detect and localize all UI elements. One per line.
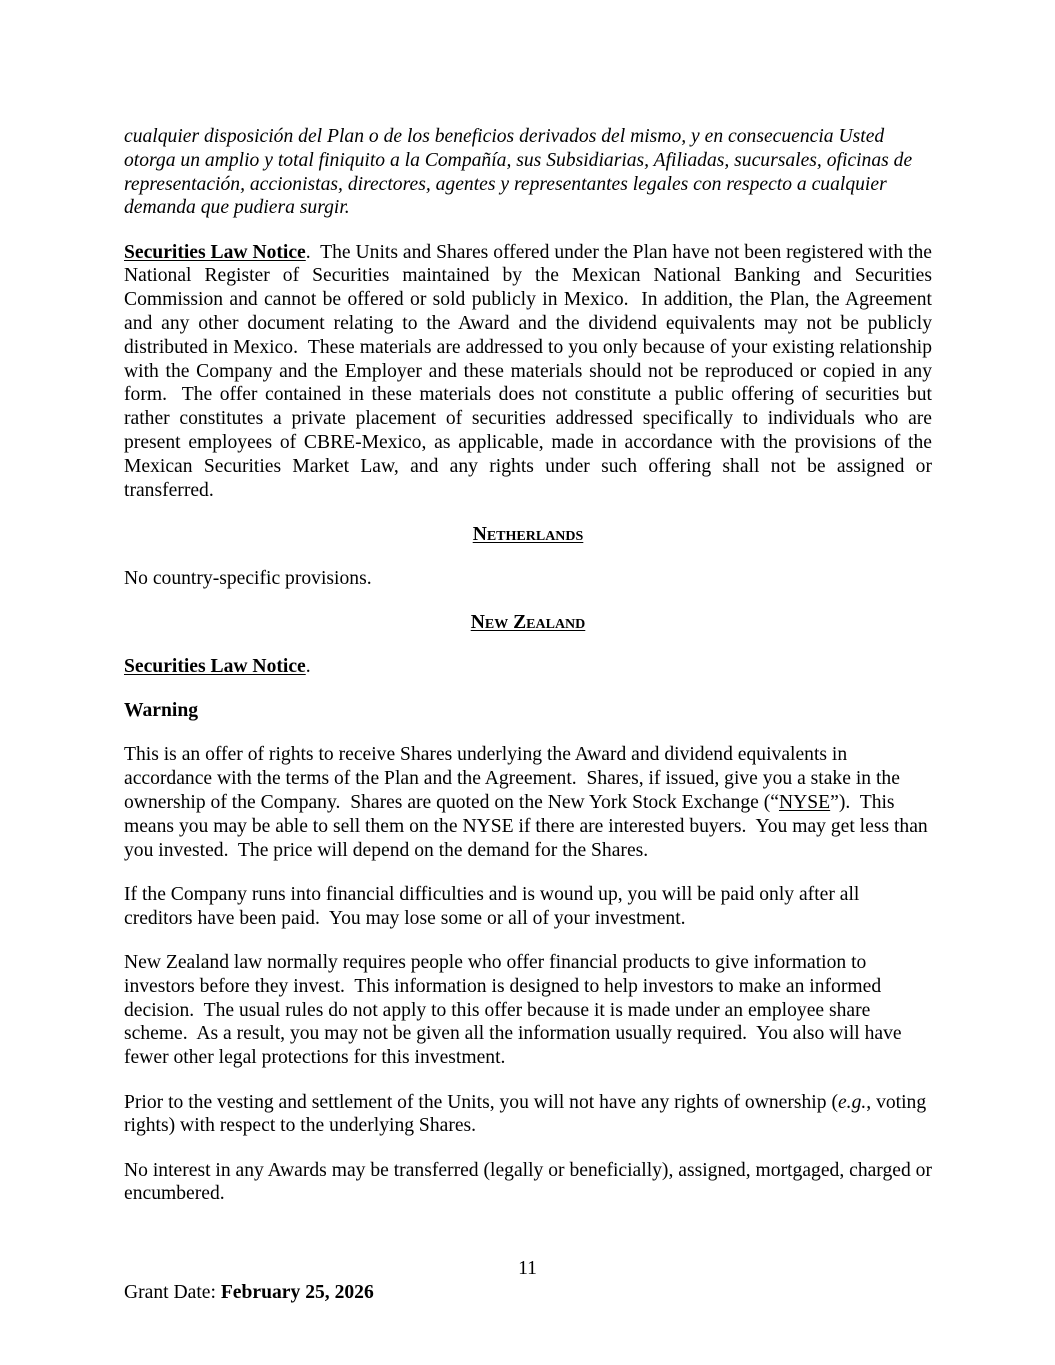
new-zealand-heading: New Zealand [470, 612, 586, 634]
nz-paragraph-transfer: No interest in any Awards may be transferred (legally or beneficially), assigned, mortgaged, charged or encumbered. [124, 1159, 932, 1205]
grant-date-value: February 25, 2026 [220, 1282, 374, 1303]
spanish-release-paragraph: cualquier disposición del Plan o de los beneficios derivados del mismo, y en consecuencia Usted otorga un amplio y total finiquito a la Compañía, sus Subsidiarias, Afiliadas, sucursales, oficinas de representación, accionistas, directores, agentes y representantes legales con respecto a cualquier demanda que pudiera surgir. [124, 126, 913, 219]
netherlands-body: No country-specific provisions. [124, 567, 372, 589]
nz-vesting-after: , voting rights) with respect to the underlying Shares. [124, 1091, 927, 1137]
nz-offer-text-before: This is an offer of rights to receive Shares underlying the Award and dividend equivalents in accordance with the terms of the Plan and the Agreement. Shares, if issued, give you a stake in the ownership of the Company. Shares are quoted on the New York Stock Exchange (“ [124, 744, 905, 814]
nz-securities-heading: Securities Law Notice [124, 655, 306, 677]
grant-date-label: Grant Date: [124, 1282, 221, 1303]
nz-securities-punct: . [305, 655, 311, 677]
nz-warning-heading: Warning [124, 700, 199, 722]
mexico-securities-paragraph [124, 241, 937, 503]
nz-vesting-eg: e.g. [837, 1091, 867, 1113]
grant-date [124, 1281, 374, 1305]
nz-securities-notice [124, 655, 932, 679]
page-number: 11 [518, 1258, 537, 1279]
mexico-securities-body: The Units and Shares offered under the Plan have not been registered with the National Register of Securities maintained by the Mexican National Banking and Securities Commission and cannot be offered or sold publicly in Mexico. In addition, the Plan, the Agreement and any other document relating to the Award and the dividend equivalents may not be publicly distributed in Mexico. These materials are addressed to you only because of your existing relationship with the Company and the Employer and these materials should not be reproduced or copied in any form. The offer contained in these materials does not constitute a public offering of securities but rather constitutes a private placement of securities addressed specifically to individuals who are present employees of CBRE-Mexico, as applicable, made in accordance with the provisions of the Mexican Securities Market Law, and any rights under such offering shall not be assigned or transferred. [124, 241, 937, 501]
mexico-securities-heading: Securities Law Notice [124, 241, 306, 263]
nz-offer-text-after: ”). This means you may be able to sell them on the NYSE if there are interested buyers. You may get less than you invested. The price will depend on the demand for the Shares. [124, 792, 933, 861]
nz-paragraph-law: New Zealand law normally requires people who offer financial products to give information to investors before they invest. This information is designed to help investors to make an informed decision. The usual rules do not apply to this offer because it is made under an employee share scheme. As a result, you may not be given all the information usually required. You also will have fewer other legal protections for this investment. [124, 952, 907, 1069]
page-content [124, 125, 937, 1227]
mexico-securities-heading-punct: . [305, 241, 311, 263]
nyse-term: NYSE [778, 792, 831, 814]
netherlands-heading: Netherlands [472, 523, 584, 545]
nz-paragraph-wound-up: If the Company runs into financial difficulties and is wound up, you will be paid only after all creditors have been paid. You may lose some or all of your investment. [124, 883, 865, 929]
nz-vesting-before: Prior to the vesting and settlement of the Units, you will not have any rights of ownership ( [124, 1091, 838, 1113]
nz-paragraph-offer [124, 743, 932, 862]
nz-paragraph-vesting [124, 1091, 932, 1139]
